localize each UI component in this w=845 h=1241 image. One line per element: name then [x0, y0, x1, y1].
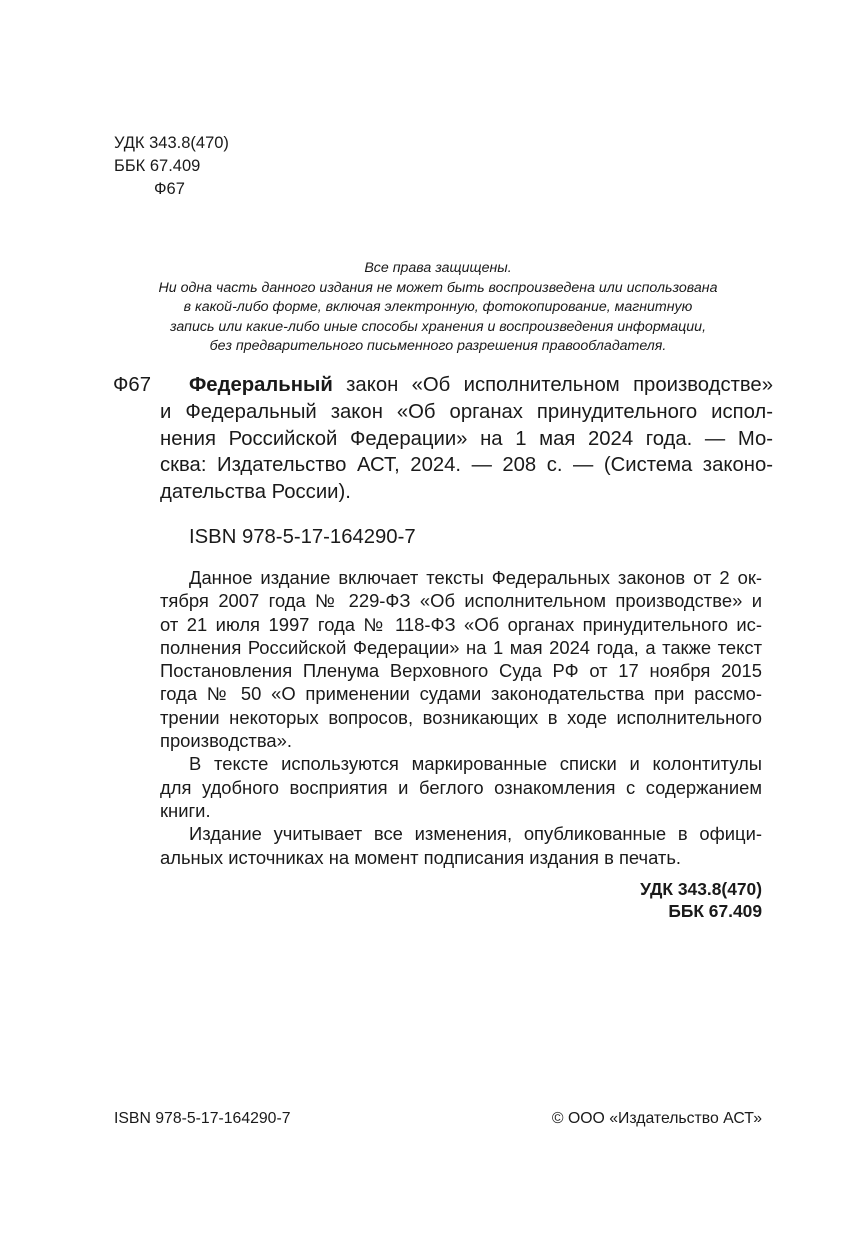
annotation-line: тября 2007 года № 229-ФЗ «Об исполнительном производстве» и — [160, 590, 762, 612]
classification-block — [114, 132, 229, 201]
udk-code-bottom: УДК 343.8(470) — [640, 879, 762, 899]
isbn: ISBN 978-5-17-164290-7 — [189, 526, 416, 548]
annotation-line: В тексте используются маркированные списки и колонтитулы — [189, 753, 762, 775]
footer-copyright: © ООО «Издательство АСТ» — [551, 1110, 762, 1127]
biblio-line — [160, 372, 773, 399]
biblio-line: нения Российской Федерации» на 1 мая 2024 года. — Мо- — [160, 427, 773, 450]
bbk-code-bottom: ББК 67.409 — [668, 900, 762, 921]
rights-line: Ни одна часть данного издания не может быть воспроизведена или использована — [158, 279, 718, 296]
annotation-line: Издание учитывает все изменения, опубликованные в офици- — [189, 823, 762, 845]
author-mark: Ф67 — [154, 180, 185, 198]
annotation-line: Данное издание включает тексты Федеральных законов от 2 ок- — [189, 567, 762, 588]
biblio-line: дательства России). — [160, 481, 351, 504]
footer-isbn: ISBN 978-5-17-164290-7 — [114, 1110, 291, 1127]
rights-line: запись или какие-либо иные способы хранения и воспроизведения информации, — [169, 318, 707, 335]
annotation-line: трении некоторых вопросов, возникающих в ходе исполнительного — [160, 706, 762, 728]
annotation-line: года № 50 «О применении судами законодательства при рассмо- — [160, 683, 762, 705]
annotation-line: для удобного восприятия и беглого ознакомления с содержанием — [160, 776, 762, 798]
biblio-line: и Федеральный закон «Об органах принудительного испол- — [160, 400, 773, 423]
rights-line: Все права защищены. — [364, 260, 512, 276]
biblio-marker: Ф67 — [113, 374, 151, 396]
rights-line: в какой-либо форме, включая электронную, фотокопирование, магнитную — [183, 299, 693, 316]
annotation-line: производства». — [160, 730, 292, 752]
bbk-code: ББК 67.409 — [114, 157, 201, 175]
bottom-classification — [640, 879, 762, 922]
annotation-line: полнения Российской Федерации» на 1 мая 2024 года, а также текст — [160, 636, 762, 658]
biblio-line-rest: закон «Об исполнительном производстве» — [332, 374, 773, 396]
annotation — [160, 566, 762, 869]
bibliographic-record — [113, 372, 773, 506]
annotation-line: книги. — [160, 799, 211, 821]
udk-code: УДК 343.8(470) — [114, 134, 229, 152]
biblio-title-bold: Федеральный — [189, 374, 333, 396]
biblio-line: сква: Издательство АСТ, 2024. — 208 с. — (Система законо- — [160, 454, 773, 477]
rights-notice — [110, 259, 766, 357]
annotation-line: от 21 июля 1997 года № 118-ФЗ «Об органах принудительного ис- — [160, 613, 762, 635]
annotation-line: Постановления Пленума Верховного Суда РФ от 17 ноября 2015 — [160, 660, 762, 682]
annotation-line: альных источниках на момент подписания издания в печать. — [160, 846, 682, 868]
rights-line: без предварительного письменного разрешения правообладателя. — [209, 338, 667, 355]
